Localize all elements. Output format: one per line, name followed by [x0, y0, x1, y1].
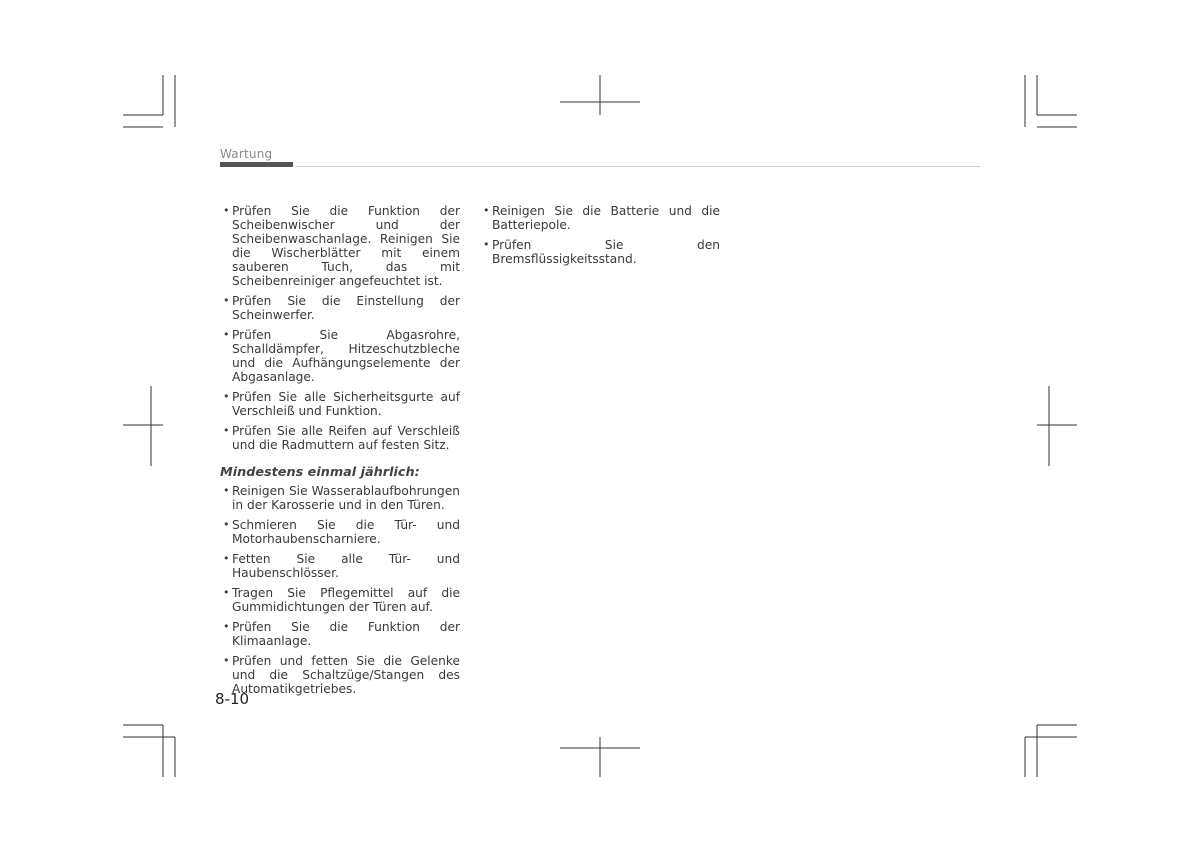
maintenance-list [220, 204, 460, 452]
yearly-maintenance-list [220, 484, 460, 696]
bullet-icon: • [483, 238, 490, 251]
bullet-icon: • [223, 294, 230, 307]
list-item: • Reinigen Sie Wasserablaufbohrungen in der Karosserie und in den Türen. [223, 484, 460, 512]
bullet-icon: • [223, 328, 230, 341]
header-accent-bar [220, 162, 293, 167]
list-item: • Fetten Sie alle Tür- und Haubenschlösser. [223, 552, 460, 580]
list-item: • Tragen Sie Pflegemittel auf die Gummidichtungen der Türen auf. [223, 586, 460, 614]
section-header-label: Wartung [220, 147, 273, 161]
list-item: • Prüfen Sie den Bremsflüssigkeitsstand. [483, 238, 720, 266]
list-item: • Prüfen Sie die Einstellung der Scheinwerfer. [223, 294, 460, 322]
list-item: • Reinigen Sie die Batterie und die Batteriepole. [483, 204, 720, 232]
left-column [220, 204, 460, 702]
list-item: • Prüfen Sie die Funktion der Scheibenwischer und der Scheibenwaschanlage. Reinigen Sie die Wischerblätter mit einem sauberen Tuch, das mit Scheibenreiniger angefeuchtet ist. [223, 204, 460, 288]
bullet-icon: • [223, 484, 230, 497]
list-item: • Prüfen und fetten Sie die Gelenke und die Schaltzüge/Stangen des Automatikgetriebes. [223, 654, 460, 696]
bullet-icon: • [223, 424, 230, 437]
list-item: • Prüfen Sie Abgasrohre, Schalldämpfer, Hitzeschutzbleche und die Aufhängungselemente der Abgasanlage. [223, 328, 460, 384]
bullet-icon: • [223, 204, 230, 217]
bullet-icon: • [223, 552, 230, 565]
list-item: • Schmieren Sie die Tür- und Motorhaubenscharniere. [223, 518, 460, 546]
page-number: 8-10 [215, 690, 250, 708]
yearly-subheading: Mindestens einmal jährlich: [220, 465, 420, 480]
bullet-icon: • [223, 390, 230, 403]
list-item: • Prüfen Sie alle Sicherheitsgurte auf Verschleiß und Funktion. [223, 390, 460, 418]
maintenance-list-continued [480, 204, 720, 266]
bullet-icon: • [223, 586, 230, 599]
bullet-icon: • [223, 518, 230, 531]
header-rule [296, 166, 980, 167]
list-item: • Prüfen Sie die Funktion der Klimaanlage. [223, 620, 460, 648]
bullet-icon: • [223, 620, 230, 633]
bullet-icon: • [223, 654, 230, 667]
bullet-icon: • [483, 204, 490, 217]
right-column [480, 204, 720, 272]
list-item: • Prüfen Sie alle Reifen auf Verschleiß und die Radmuttern auf festen Sitz. [223, 424, 460, 452]
